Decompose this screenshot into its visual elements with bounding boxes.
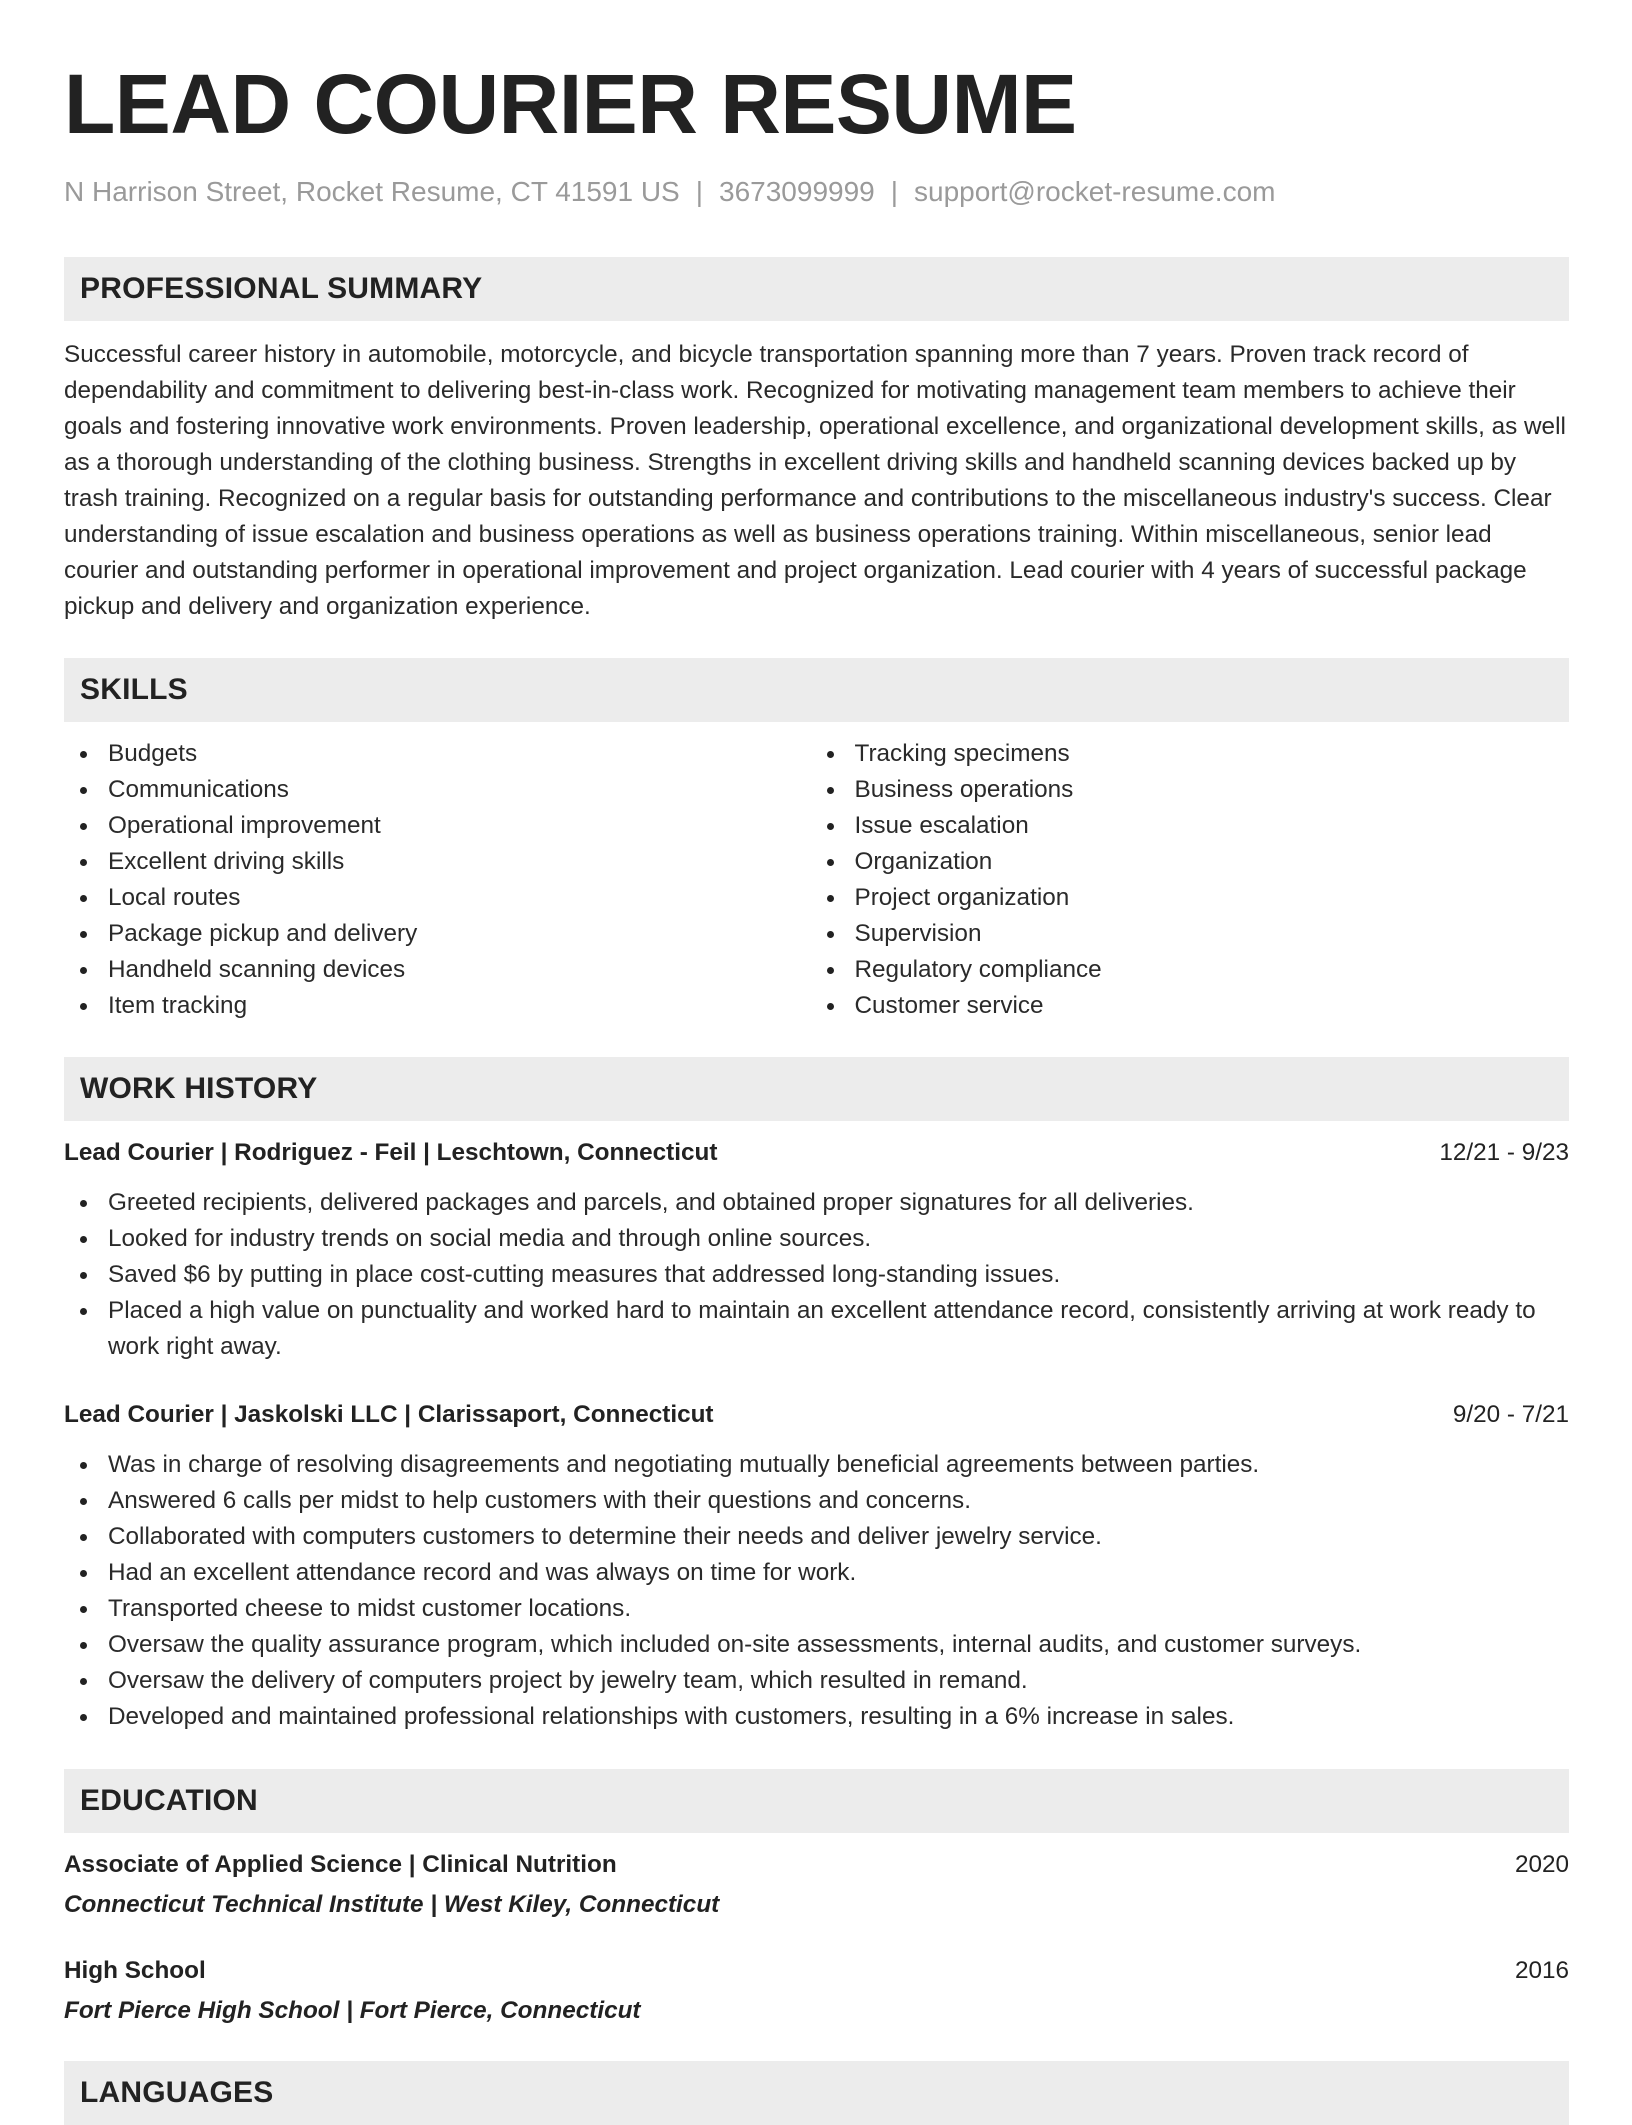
job-dates: 12/21 - 9/23	[1439, 1139, 1569, 1166]
skill-item: Customer service	[817, 988, 1570, 1024]
job-bullet: Saved $6 by putting in place cost-cutting measures that addressed long-standing issues.	[64, 1257, 1569, 1293]
job-bullet: Placed a high value on punctuality and worked hard to maintain an excellent attendance record, consistently arriving at work ready to work right away.	[64, 1293, 1569, 1365]
languages-heading: LANGUAGES	[64, 2061, 1569, 2125]
job-title: Lead Courier | Rodriguez - Feil | Leschtown, Connecticut	[64, 1139, 718, 1166]
contact-line	[64, 174, 1569, 210]
skills-heading: SKILLS	[64, 658, 1569, 722]
education-degree: Associate of Applied Science | Clinical Nutrition	[64, 1851, 617, 1878]
work-section	[64, 1057, 1569, 1735]
job-bullet: Collaborated with computers customers to determine their needs and deliver jewelry service.	[64, 1519, 1569, 1555]
education-heading: EDUCATION	[64, 1769, 1569, 1833]
contact-separator: |	[890, 176, 899, 207]
education-section	[64, 1769, 1569, 2029]
work-heading: WORK HISTORY	[64, 1057, 1569, 1121]
skill-item: Budgets	[64, 736, 817, 772]
skill-item: Organization	[817, 844, 1570, 880]
job-bullets	[64, 1185, 1569, 1365]
job-dates: 9/20 - 7/21	[1452, 1401, 1569, 1428]
job-title: Lead Courier | Jaskolski LLC | Clarissaport, Connecticut	[64, 1401, 714, 1428]
education-degree: High School	[64, 1957, 206, 1984]
contact-address: N Harrison Street, Rocket Resume, CT 41591 US	[64, 176, 680, 207]
skill-item: Communications	[64, 772, 817, 808]
skill-item: Item tracking	[64, 988, 817, 1024]
job-bullet: Transported cheese to midst customer locations.	[64, 1591, 1569, 1627]
skill-item: Handheld scanning devices	[64, 952, 817, 988]
skills-list-right	[817, 736, 1570, 1024]
job-bullet: Oversaw the quality assurance program, which included on-site assessments, internal audits, and customer surveys.	[64, 1627, 1569, 1663]
job-entry	[64, 1135, 1569, 1365]
skill-item: Operational improvement	[64, 808, 817, 844]
contact-phone: 3673099999	[719, 176, 875, 207]
resume-title: LEAD COURIER RESUME	[64, 57, 1077, 151]
job-bullets	[64, 1447, 1569, 1735]
contact-email[interactable]: support@rocket-resume.com	[914, 176, 1276, 207]
job-bullet: Looked for industry trends on social media and through online sources.	[64, 1221, 1569, 1257]
job-entry	[64, 1397, 1569, 1735]
education-entry	[64, 1847, 1569, 1923]
job-bullet: Greeted recipients, delivered packages and parcels, and obtained proper signatures for all deliveries.	[64, 1185, 1569, 1221]
skill-item: Supervision	[817, 916, 1570, 952]
skill-item: Business operations	[817, 772, 1570, 808]
job-header	[64, 1397, 1569, 1433]
job-bullet: Had an excellent attendance record and was always on time for work.	[64, 1555, 1569, 1591]
job-header	[64, 1135, 1569, 1171]
skills-list-left	[64, 736, 817, 1024]
summary-heading: PROFESSIONAL SUMMARY	[64, 257, 1569, 321]
job-bullet: Answered 6 calls per midst to help customers with their questions and concerns.	[64, 1483, 1569, 1519]
job-bullet: Developed and maintained professional relationships with customers, resulting in a 6% increase in sales.	[64, 1699, 1569, 1735]
skill-item: Project organization	[817, 880, 1570, 916]
skill-item: Regulatory compliance	[817, 952, 1570, 988]
job-bullet: Oversaw the delivery of computers project by jewelry team, which resulted in remand.	[64, 1663, 1569, 1699]
education-year: 2016	[1514, 1957, 1569, 1984]
education-header	[64, 1847, 1569, 1883]
education-school: Connecticut Technical Institute | West Kiley, Connecticut	[64, 1891, 720, 1918]
contact-separator: |	[695, 176, 704, 207]
skill-item: Tracking specimens	[817, 736, 1570, 772]
education-school: Fort Pierce High School | Fort Pierce, Connecticut	[64, 1997, 641, 2024]
education-year: 2020	[1514, 1851, 1569, 1878]
education-header	[64, 1953, 1569, 1989]
skill-item: Issue escalation	[817, 808, 1570, 844]
summary-text: Successful career history in automobile, motorcycle, and bicycle transportation spanning more than 7 years. Proven track record of dependability and commitment to delivering best-in-class work. Recognized for motivating management team members to achieve their goals and fostering innovative work environments. Proven leadership, operational excellence, and organizational development skills, as well as a thorough understanding of the clothing business. Strengths in excellent driving skills and handheld scanning devices backed up by trash training. Recognized on a regular basis for outstanding performance and contributions to the miscellaneous industry's success. Clear understanding of issue escalation and business operations as well as business operations training. Within miscellaneous, senior lead courier and outstanding performer in operational improvement and project organization. Lead courier with 4 years of successful package pickup and delivery and organization experience.	[64, 341, 1566, 620]
summary-section	[64, 257, 1569, 625]
skills-section	[64, 658, 1569, 1024]
education-entry	[64, 1953, 1569, 2029]
skill-item: Local routes	[64, 880, 817, 916]
skills-grid	[64, 736, 1569, 1024]
skill-item: Excellent driving skills	[64, 844, 817, 880]
languages-section	[64, 2061, 1569, 2125]
skill-item: Package pickup and delivery	[64, 916, 817, 952]
job-bullet: Was in charge of resolving disagreements and negotiating mutually beneficial agreements between parties.	[64, 1447, 1569, 1483]
